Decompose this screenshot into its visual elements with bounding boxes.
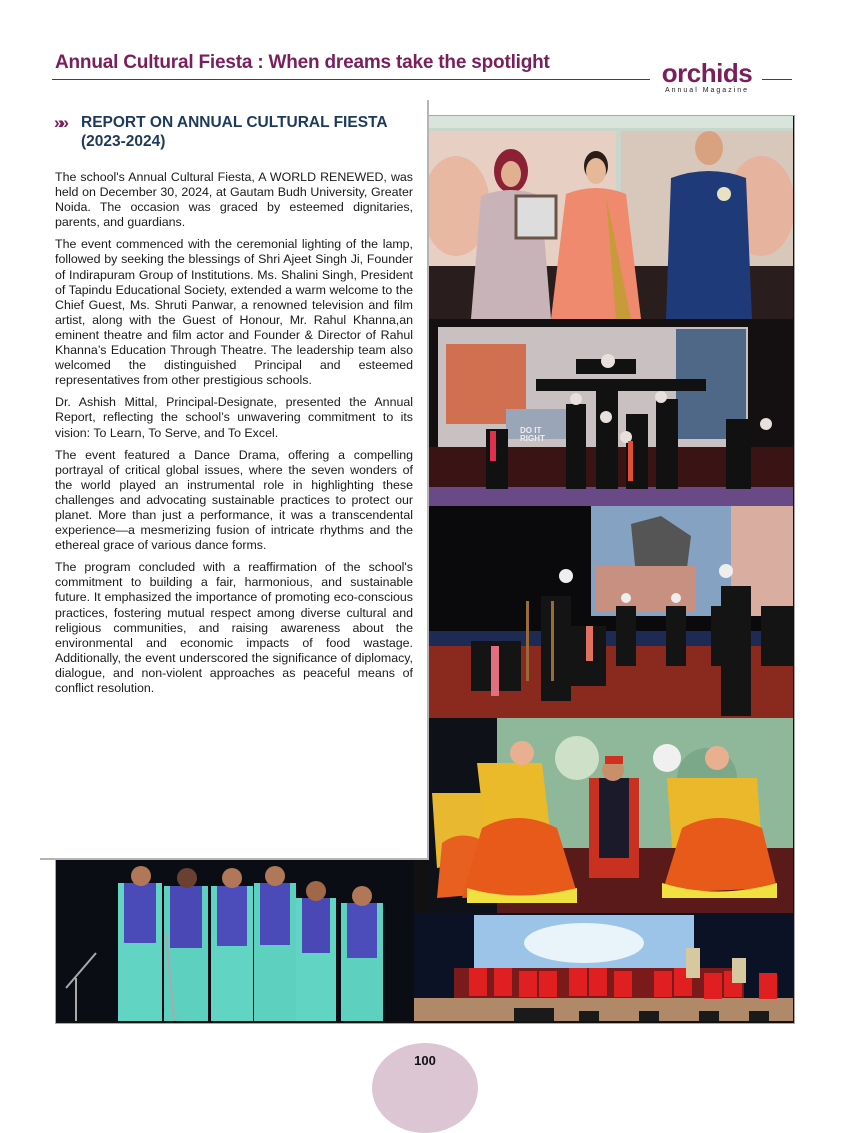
header-rule-right <box>762 79 792 80</box>
photo-flamenco-dance <box>414 913 793 1021</box>
photo-award-presentation <box>426 116 793 319</box>
photo-dance-performance <box>427 718 793 913</box>
paragraph-intro: The school's Annual Cultural Fiesta, A WORLD RENEWED, was held on December 30, 2024, at Gautam Budh University, Greater Noida. The occasion was graced by esteemed dignitaries, parents, and guardians. <box>55 170 413 230</box>
section-header <box>54 113 414 151</box>
logo-subtitle: Annual Magazine <box>664 87 750 94</box>
paragraph-ceremony: The event commenced with the ceremonial lighting of the lamp, followed by seeking the blessings of Shri Ajeet Singh Ji, Founder of Indirapuram Group of Institutions. Ms. Shalini Singh, President of Tapindu Educational Society, extended a warm welcome to the Chief Guest, Ms. Shruti Panwar, a renowned television and film artist, along with the Guest of Honour, Mr. Rahul Khanna,an eminent theatre and film actor and Founder & Director of Rahul Khanna’s Education Through Theatre. The leadership team also welcomed the distinguished Principal and esteemed representatives from other prestigious schools. <box>55 237 413 388</box>
photo-choir-group <box>56 858 414 1021</box>
stage-screen-caption: DO IT RIGHT <box>520 426 545 443</box>
photo-drama-scene <box>426 506 793 718</box>
logo-wordmark: orchids <box>661 58 753 88</box>
paragraph-annual-report: Dr. Ashish Mittal, Principal-Designate, presented the Annual Report, reflecting the school’s unwavering commitment to its vision: To Learn, To Serve, and To Excel. <box>55 395 413 440</box>
article-body <box>55 170 413 703</box>
double-chevron-right-icon: »» <box>54 113 65 132</box>
paragraph-conclusion: The program concluded with a reaffirmation of the school's commitment to building a fair, harmonious, and sustainable future. It emphasized the importance of promoting eco-conscious practices, fostering mutual respect among diverse cultural and religious communities, and raising awareness about the environmental and economic impacts of food wastage. Additionally, the event underscored the significance of diplomacy, dialogue, and non-violent approaches as peaceful means of conflict resolution. <box>55 560 413 695</box>
magazine-logo <box>655 60 759 95</box>
paragraph-dance-drama: The event featured a Dance Drama, offering a compelling portrayal of critical global issues, where the seven wonders of the world played an instrumental role in highlighting these challenges and advocating sustainable practices to protect our planet. More than just a performance, it was a transcendental experience—a mesmerizing fusion of intricate rhythms and the ethereal grace of various dance forms. <box>55 447 413 553</box>
section-title: REPORT ON ANNUAL CULTURAL FIESTA (2023-2024) <box>81 114 387 150</box>
page-number: 100 <box>414 1053 436 1068</box>
page-header-title: Annual Cultural Fiesta : When dreams take the spotlight <box>55 52 550 73</box>
photo-mime-performance <box>426 319 793 506</box>
header-rule <box>52 79 650 80</box>
